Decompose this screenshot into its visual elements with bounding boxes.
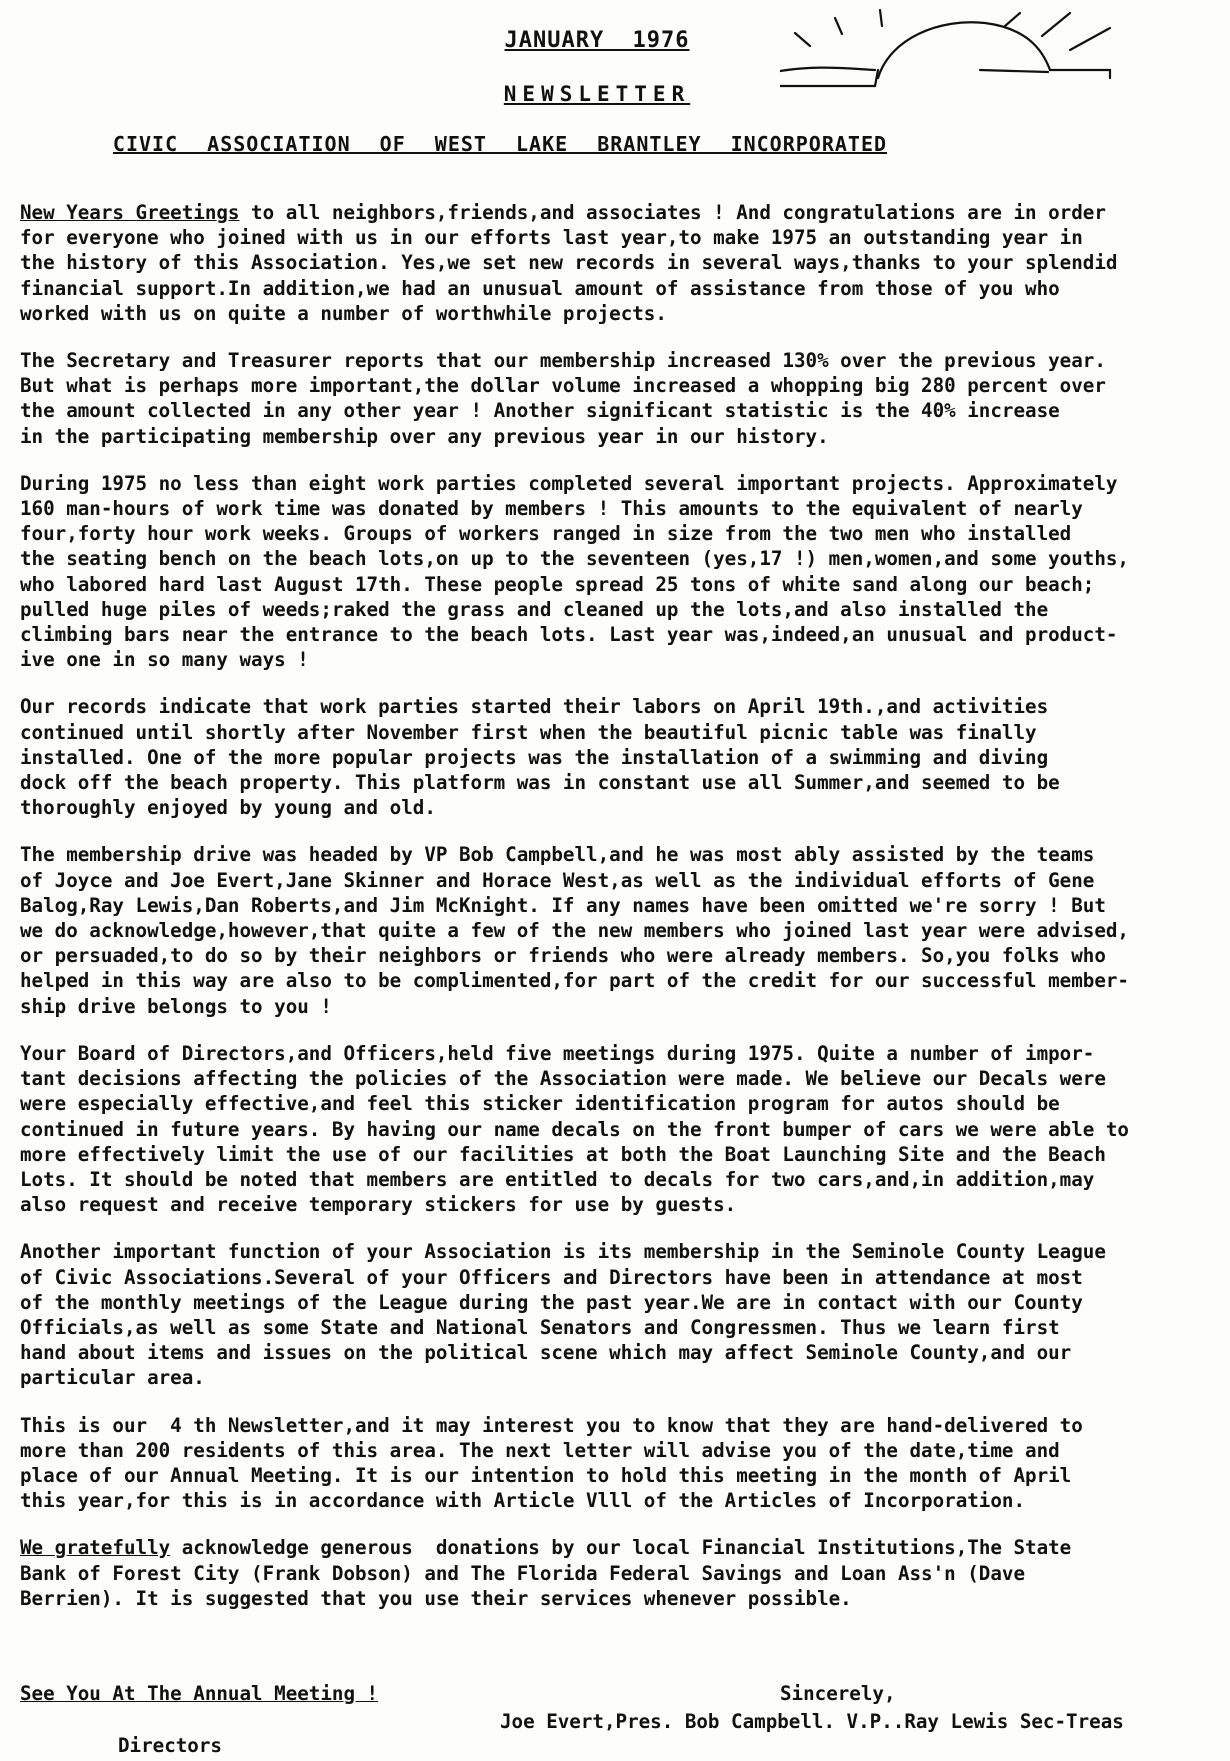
text-line	[20, 1438, 1215, 1463]
line-text: who labored hard last August 17th. These people spread 25 tons of white sand along our beach;	[20, 572, 1095, 596]
line-text: financial support.In addition,we had an unusual amount of assistance from those of you who	[20, 276, 1060, 300]
line-text: worked with us on quite a number of worthwhile projects.	[20, 301, 667, 325]
paragraph	[20, 1413, 1215, 1514]
paragraph	[20, 1041, 1215, 1217]
paragraph	[20, 842, 1215, 1018]
line-text: also request and receive temporary stickers for use by guests.	[20, 1193, 737, 1217]
line-text: continued until shortly after November first when the beautiful picnic table was finally	[20, 720, 1037, 744]
text-line	[20, 546, 1215, 571]
line-text: the seating bench on the beach lots,on up to the seventeen (yes,17 !) men,women,and some youths,	[20, 547, 1129, 571]
text-line	[20, 1463, 1215, 1488]
line-text: acknowledge generous donations by our local Financial Institutions,The State	[170, 1536, 1072, 1560]
text-line	[20, 1315, 1215, 1340]
text-line	[20, 1586, 1215, 1611]
line-text: Balog,Ray Lewis,Dan Roberts,and Jim McKnight. If any names have been omitted we're sorry ! But	[20, 893, 1106, 917]
see-you-line: See You At The Annual Meeting !	[20, 1682, 379, 1705]
text-line	[20, 276, 1215, 301]
officers-signature: Joe Evert,Pres. Bob Campbell. V.P..Ray Lewis Sec-Treas	[500, 1710, 1124, 1733]
line-text: this year,for this is in accordance with Article Vlll of the Articles of Incorporation.	[20, 1489, 1026, 1513]
line-text: 160 man-hours of work time was donated by members ! This amounts to the equivalent of nearly	[20, 497, 1083, 521]
text-line	[20, 1365, 1215, 1390]
line-text: installed. One of the more popular projects was the installation of a swimming and diving	[20, 745, 1049, 769]
line-text: Another important function of your Association is its membership in the Seminole County League	[20, 1240, 1106, 1264]
text-line	[20, 1091, 1215, 1116]
line-text: place of our Annual Meeting. It is our intention to hold this meeting in the month of April	[20, 1463, 1072, 1487]
text-line	[20, 200, 1215, 225]
line-text: pulled huge piles of weeds;raked the grass and cleaned up the lots,and also installed the	[20, 597, 1049, 621]
text-line	[20, 597, 1215, 622]
line-text: But what is perhaps more important,the dollar volume increased a whopping big 280 percent over	[20, 374, 1106, 398]
line-text: Lots. It should be noted that members are entitled to decals for two cars,and,in addition,may	[20, 1167, 1095, 1191]
line-text: four,forty hour work weeks. Groups of workers ranged in size from the two men who installed	[20, 522, 1072, 546]
text-line	[20, 1535, 1215, 1560]
paragraph-lead: New Years Greetings	[20, 201, 240, 224]
text-line	[20, 1413, 1215, 1438]
text-line	[20, 301, 1215, 326]
text-line	[20, 1041, 1215, 1066]
paragraph	[20, 1239, 1215, 1390]
line-text: were especially effective,and feel this sticker identification program for autos should be	[20, 1092, 1060, 1116]
sunrise-drawing	[780, 8, 1140, 103]
line-text: we do acknowledge,however,that quite a few of the new members who joined last year were advised,	[20, 919, 1129, 943]
text-line	[20, 1340, 1215, 1365]
text-line	[20, 868, 1215, 893]
line-text: helped in this way are also to be complimented,for part of the credit for our successful member-	[20, 969, 1129, 993]
text-line	[20, 647, 1215, 672]
newsletter-date: JANUARY 1976	[504, 28, 690, 53]
line-text: of Civic Associations.Several of your Officers and Directors have been in attendance at most	[20, 1265, 1083, 1289]
text-line	[20, 496, 1215, 521]
text-line	[20, 1117, 1215, 1142]
text-line	[20, 893, 1215, 918]
line-text: Berrien). It is suggested that you use their services whenever possible.	[20, 1586, 852, 1610]
text-line	[20, 1239, 1215, 1264]
line-text: During 1975 no less than eight work parties completed several important projects. Approximately	[20, 471, 1118, 495]
text-line	[20, 842, 1215, 867]
paragraph	[20, 694, 1215, 820]
text-line	[20, 943, 1215, 968]
text-line	[20, 694, 1215, 719]
line-text: climbing bars near the entrance to the beach lots. Last year was,indeed,an unusual and product-	[20, 623, 1118, 647]
text-line	[20, 521, 1215, 546]
line-text: or persuaded,to do so by their neighbors or friends who were already members. So,you folks who	[20, 944, 1106, 968]
line-text: The Secretary and Treasurer reports that our membership increased 130% over the previous year.	[20, 349, 1106, 373]
text-line	[20, 424, 1215, 449]
line-text: the amount collected in any other year ! Another significant statistic is the 40% increase	[20, 399, 1060, 423]
text-line	[20, 1561, 1215, 1586]
line-text: to all neighbors,friends,and associates ! And congratulations are in order	[239, 201, 1106, 224]
text-line	[20, 373, 1215, 398]
line-text: hand about items and issues on the political scene which may affect Seminole County,and our	[20, 1341, 1072, 1365]
line-text: thoroughly enjoyed by young and old.	[20, 796, 436, 820]
text-line	[20, 1192, 1215, 1217]
line-text: tant decisions affecting the policies of the Association were made. We believe our Decals were	[20, 1067, 1106, 1091]
line-text: in the participating membership over any previous year in our history.	[20, 424, 829, 448]
text-line	[20, 225, 1215, 250]
line-text: The membership drive was headed by VP Bob Campbell,and he was most ably assisted by the teams	[20, 843, 1095, 867]
text-line	[20, 968, 1215, 993]
text-line	[20, 622, 1215, 647]
text-line	[20, 1265, 1215, 1290]
text-line	[20, 1488, 1215, 1513]
line-text: dock off the beach property. This platform was in constant use all Summer,and seemed to be	[20, 771, 1060, 795]
line-text: ive one in so many ways !	[20, 648, 309, 672]
line-text: of the monthly meetings of the League during the past year.We are in contact with our County	[20, 1290, 1083, 1314]
line-text: Bank of Forest City (Frank Dobson) and The Florida Federal Savings and Loan Ass'n (Dave	[20, 1561, 1026, 1585]
line-text: particular area.	[20, 1366, 205, 1390]
text-line	[20, 1290, 1215, 1315]
newsletter-title: NEWSLETTER	[503, 82, 691, 106]
organization-name: CIVIC ASSOCIATION OF WEST LAKE BRANTLEY INCORPORATED	[112, 132, 888, 156]
paragraph	[20, 471, 1215, 673]
text-line	[20, 250, 1215, 275]
text-line	[20, 795, 1215, 820]
line-text: for everyone who joined with us in our efforts last year,to make 1975 an outstanding year in	[20, 226, 1083, 250]
line-text: Our records indicate that work parties started their labors on April 19th.,and activities	[20, 695, 1049, 719]
line-text: Officials,as well as some State and National Senators and Congressmen. Thus we learn first	[20, 1315, 1060, 1339]
line-text: more effectively limit the use of our facilities at both the Boat Launching Site and the Beach	[20, 1142, 1106, 1166]
text-line	[20, 720, 1215, 745]
paragraph	[20, 1535, 1215, 1611]
text-line	[20, 398, 1215, 423]
line-text: the history of this Association. Yes,we set new records in several ways,thanks to your splendid	[20, 251, 1118, 275]
line-text: continued in future years. By having our name decals on the front bumper of cars we were able to	[20, 1117, 1129, 1141]
text-line	[20, 1167, 1215, 1192]
text-line	[20, 745, 1215, 770]
directors-label: Directors	[118, 1734, 222, 1757]
text-line	[20, 572, 1215, 597]
text-line	[20, 348, 1215, 373]
line-text: This is our 4 th Newsletter,and it may interest you to know that they are hand-delivered to	[20, 1413, 1083, 1437]
paragraph-lead: We gratefully	[20, 1536, 171, 1560]
text-line	[20, 1142, 1215, 1167]
line-text: more than 200 residents of this area. The next letter will advise you of the date,time and	[20, 1438, 1060, 1462]
paragraph	[20, 348, 1215, 449]
line-text: Your Board of Directors,and Officers,held five meetings during 1975. Quite a number of impor-	[20, 1041, 1095, 1065]
newsletter-body	[20, 200, 1215, 1633]
line-text: of Joyce and Joe Evert,Jane Skinner and Horace West,as well as the individual efforts of Gene	[20, 868, 1095, 892]
text-line	[20, 471, 1215, 496]
line-text: ship drive belongs to you !	[20, 994, 332, 1018]
paragraph	[20, 200, 1215, 326]
sincerely-line: Sincerely,	[780, 1682, 896, 1705]
text-line	[20, 994, 1215, 1019]
text-line	[20, 918, 1215, 943]
text-line	[20, 770, 1215, 795]
text-line	[20, 1066, 1215, 1091]
